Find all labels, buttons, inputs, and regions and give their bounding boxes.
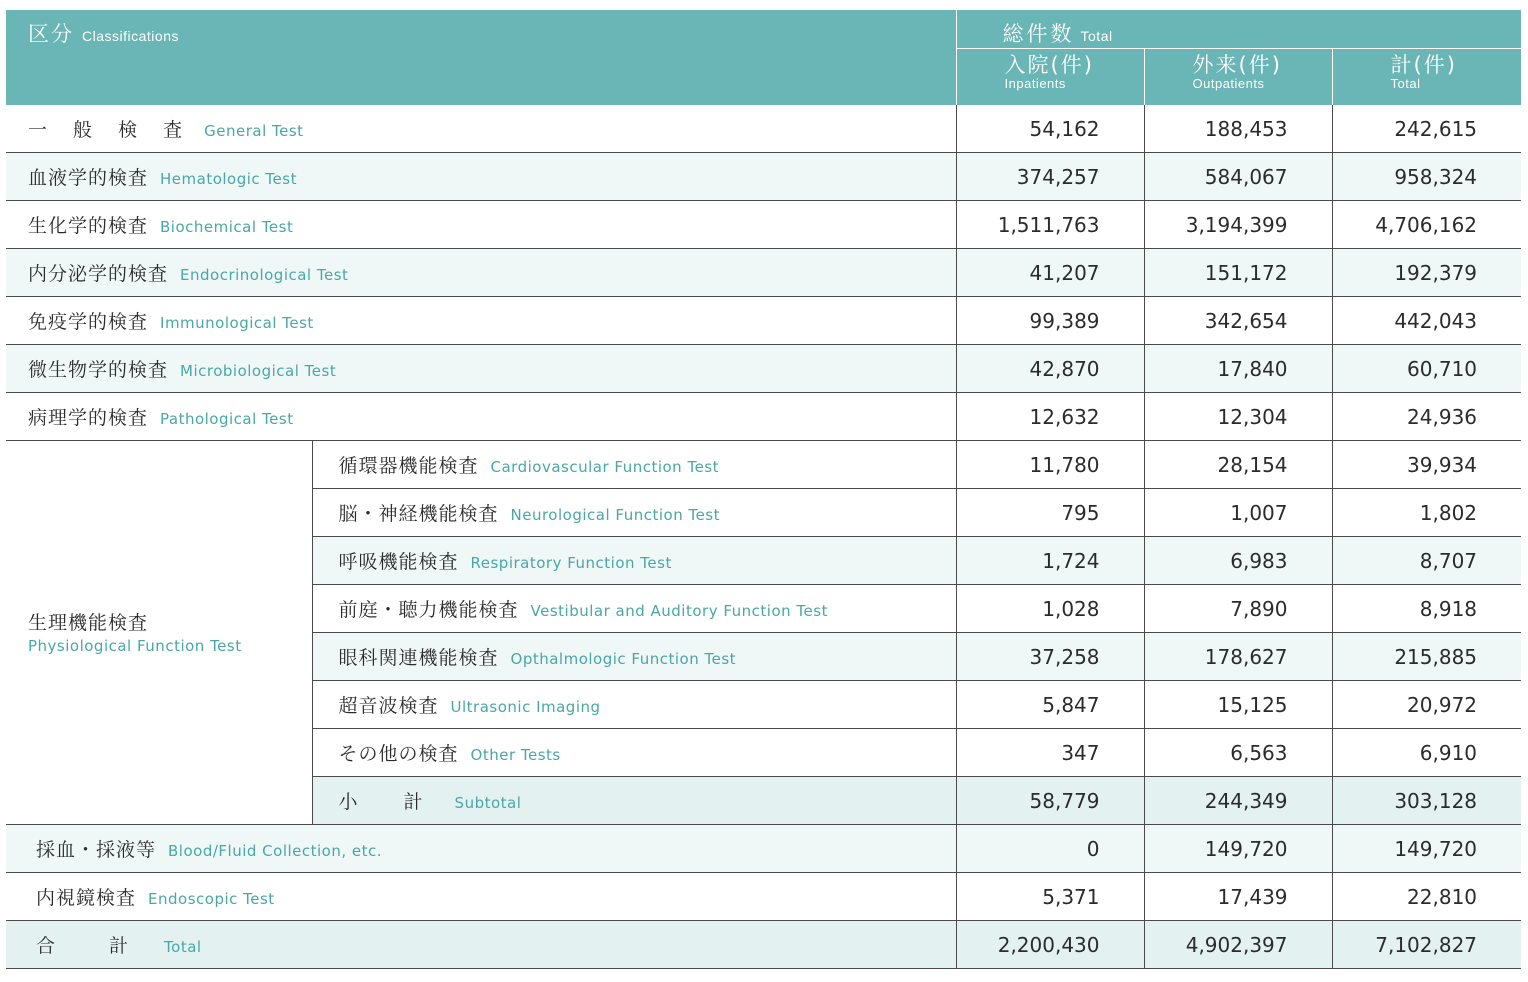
grand-total-label-en: Total (164, 938, 202, 956)
outpatients-value: 17,840 (1144, 345, 1332, 393)
row-label (6, 345, 956, 393)
table-row (6, 249, 1521, 297)
total-value: 20,972 (1332, 681, 1521, 729)
row-label-jp: 眼科関連機能検査 (338, 647, 499, 669)
outpatients-value: 1,007 (1144, 489, 1332, 537)
grand-total-total-value: 7,102,827 (1332, 921, 1521, 969)
row-label (312, 537, 956, 585)
total-count-header (956, 10, 1521, 49)
grand-total-outpatients-value: 4,902,397 (1144, 921, 1332, 969)
total-value: 4,706,162 (1332, 201, 1521, 249)
row-label (6, 297, 956, 345)
outpatients-value: 7,890 (1144, 585, 1332, 633)
row-label-jp: その他の検査 (338, 743, 459, 765)
row-label (312, 681, 956, 729)
classification-header (6, 10, 956, 105)
table-row (6, 825, 1521, 873)
inpatients-value: 99,389 (956, 297, 1144, 345)
inpatients-value: 37,258 (956, 633, 1144, 681)
row-label (312, 633, 956, 681)
row-label-jp: 生化学的検査 (28, 215, 149, 237)
row-label-jp: 超音波検査 (338, 695, 439, 717)
outpatients-value: 6,563 (1144, 729, 1332, 777)
total-value: 192,379 (1332, 249, 1521, 297)
subtotal-label (312, 777, 956, 825)
row-label-jp: 微生物学的検査 (28, 359, 169, 381)
inpatients-value: 5,847 (956, 681, 1144, 729)
subtotal-outpatients-value: 244,349 (1144, 777, 1332, 825)
total-value: 149,720 (1332, 825, 1521, 873)
inpatients-header-jp: 入院(件) (1004, 53, 1094, 77)
outpatients-value: 342,654 (1144, 297, 1332, 345)
table-row (6, 393, 1521, 441)
row-label-en: Blood/Fluid Collection, etc. (168, 842, 383, 860)
inpatients-value: 795 (956, 489, 1144, 537)
grand-total-label (6, 921, 956, 969)
classification-header-en: Classifications (82, 28, 179, 44)
outpatients-value: 15,125 (1144, 681, 1332, 729)
total-value: 215,885 (1332, 633, 1521, 681)
row-label-en: Biochemical Test (160, 218, 294, 236)
grand-total-row (6, 921, 1521, 969)
row-label (6, 825, 956, 873)
row-label-en: Microbiological Test (180, 362, 337, 380)
row-label-en: Hematologic Test (160, 170, 297, 188)
inpatients-value: 5,371 (956, 873, 1144, 921)
row-label (6, 105, 956, 153)
table-row (6, 441, 1521, 489)
inpatients-value: 0 (956, 825, 1144, 873)
inpatients-header (956, 49, 1144, 106)
inpatients-value: 1,724 (956, 537, 1144, 585)
outpatients-header (1144, 49, 1332, 106)
inpatients-value: 41,207 (956, 249, 1144, 297)
row-label-jp: 内視鏡検査 (36, 887, 137, 909)
row-label-en: General Test (204, 122, 304, 140)
total-header-jp: 計(件) (1390, 53, 1457, 77)
inpatients-value: 1,511,763 (956, 201, 1144, 249)
outpatients-value: 28,154 (1144, 441, 1332, 489)
physiological-group-label (6, 441, 312, 825)
inpatients-header-en: Inpatients (1004, 76, 1066, 91)
row-label-en: Immunological Test (160, 314, 314, 332)
row-label (6, 873, 956, 921)
subtotal-total-value: 303,128 (1332, 777, 1521, 825)
row-label (312, 585, 956, 633)
table-row (6, 297, 1521, 345)
inpatients-value: 42,870 (956, 345, 1144, 393)
outpatients-value: 188,453 (1144, 105, 1332, 153)
outpatients-value: 6,983 (1144, 537, 1332, 585)
total-header-en: Total (1390, 76, 1421, 91)
inpatients-value: 12,632 (956, 393, 1144, 441)
inpatients-value: 374,257 (956, 153, 1144, 201)
outpatients-value: 584,067 (1144, 153, 1332, 201)
table-row (6, 873, 1521, 921)
total-value: 442,043 (1332, 297, 1521, 345)
total-value: 22,810 (1332, 873, 1521, 921)
row-label-en: Pathological Test (160, 410, 294, 428)
row-label-jp: 脳・神経機能検査 (338, 503, 499, 525)
grand-total-inpatients-value: 2,200,430 (956, 921, 1144, 969)
subtotal-label-jp: 小 計 (338, 791, 443, 813)
row-label-jp: 採血・採液等 (36, 839, 157, 861)
row-label-en: Opthalmologic Function Test (510, 650, 737, 668)
total-header (1332, 49, 1521, 106)
row-label-jp: 免疫学的検査 (28, 311, 149, 333)
total-value: 6,910 (1332, 729, 1521, 777)
table-row (6, 201, 1521, 249)
statistics-table (6, 10, 1521, 969)
row-label (312, 489, 956, 537)
row-label (6, 249, 956, 297)
row-label-jp: 内分泌学的検査 (28, 263, 169, 285)
total-count-header-jp: 総件数 (1002, 22, 1075, 46)
row-label-en: Endocrinological Test (180, 266, 349, 284)
total-value: 39,934 (1332, 441, 1521, 489)
table-row (6, 345, 1521, 393)
row-label-en: Ultrasonic Imaging (450, 698, 601, 716)
subtotal-inpatients-value: 58,779 (956, 777, 1144, 825)
row-label-en: Vestibular and Auditory Function Test (530, 602, 828, 620)
row-label-jp: 前庭・聴力機能検査 (338, 599, 519, 621)
total-value: 8,918 (1332, 585, 1521, 633)
grand-total-label-jp: 合 計 (36, 935, 153, 957)
row-label-en: Respiratory Function Test (470, 554, 672, 572)
table-row (6, 153, 1521, 201)
outpatients-value: 17,439 (1144, 873, 1332, 921)
row-label-jp: 一 般 検 査 (28, 119, 193, 141)
row-label-jp: 呼吸機能検査 (338, 551, 459, 573)
total-value: 24,936 (1332, 393, 1521, 441)
table-row (6, 105, 1521, 153)
total-count-header-en: Total (1080, 28, 1113, 44)
outpatients-header-jp: 外来(件) (1192, 53, 1282, 77)
header-row-top (6, 10, 1521, 49)
outpatients-header-en: Outpatients (1192, 76, 1265, 91)
total-value: 60,710 (1332, 345, 1521, 393)
inpatients-value: 54,162 (956, 105, 1144, 153)
inpatients-value: 347 (956, 729, 1144, 777)
physiological-group-en: Physiological Function Test (28, 636, 242, 655)
row-label-jp: 循環器機能検査 (338, 455, 479, 477)
row-label (6, 153, 956, 201)
outpatients-value: 178,627 (1144, 633, 1332, 681)
total-value: 958,324 (1332, 153, 1521, 201)
outpatients-value: 3,194,399 (1144, 201, 1332, 249)
outpatients-value: 12,304 (1144, 393, 1332, 441)
row-label (6, 393, 956, 441)
row-label-en: Neurological Function Test (510, 506, 721, 524)
row-label (312, 729, 956, 777)
subtotal-label-en: Subtotal (454, 794, 522, 812)
row-label-en: Cardiovascular Function Test (490, 458, 719, 476)
row-label-jp: 病理学的検査 (28, 407, 149, 429)
physiological-group-jp: 生理機能検査 (28, 611, 149, 634)
total-value: 1,802 (1332, 489, 1521, 537)
row-label-jp: 血液学的検査 (28, 167, 149, 189)
row-label (6, 201, 956, 249)
row-label (312, 441, 956, 489)
row-label-en: Other Tests (470, 746, 561, 764)
inpatients-value: 1,028 (956, 585, 1144, 633)
outpatients-value: 149,720 (1144, 825, 1332, 873)
classification-header-jp: 区分 (28, 22, 74, 46)
total-value: 8,707 (1332, 537, 1521, 585)
inpatients-value: 11,780 (956, 441, 1144, 489)
outpatients-value: 151,172 (1144, 249, 1332, 297)
row-label-en: Endoscopic Test (148, 890, 275, 908)
total-value: 242,615 (1332, 105, 1521, 153)
